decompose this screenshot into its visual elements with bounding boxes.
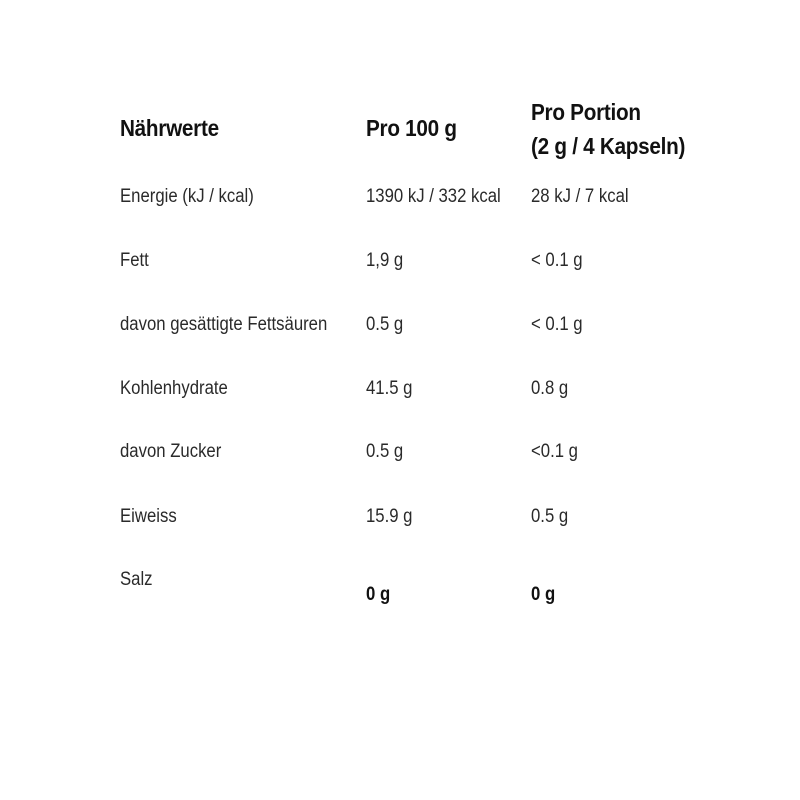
- row-energie-perportion: 28 kJ / 7 kcal: [531, 186, 629, 207]
- row-eiweiss-label: Eiweiss: [120, 506, 177, 527]
- header-pro-100g: Pro 100 g: [366, 115, 457, 141]
- row-zucker-label: davon Zucker: [120, 441, 222, 462]
- header-pro-portion: Pro Portion: [531, 99, 641, 125]
- nutrition-table: [120, 0, 760, 800]
- row-kohlenhydrate-label: Kohlenhydrate: [120, 378, 228, 399]
- row-eiweiss-perportion: 0.5 g: [531, 506, 569, 527]
- row-kohlenhydrate-perportion: 0.8 g: [531, 378, 569, 399]
- row-gesaettigte-fettsaeuren-label: davon gesättigte Fettsäuren: [120, 314, 328, 335]
- row-eiweiss-per100: 15.9 g: [366, 506, 413, 527]
- row-salz-per100: 0 g: [366, 584, 391, 605]
- row-zucker-perportion: <0.1 g: [531, 441, 578, 462]
- row-fett-perportion: < 0.1 g: [531, 250, 583, 271]
- row-fett-label: Fett: [120, 250, 149, 271]
- row-fett-per100: 1,9 g: [366, 250, 404, 271]
- row-kohlenhydrate-per100: 41.5 g: [366, 378, 413, 399]
- header-naehrwerte: Nährwerte: [120, 115, 219, 141]
- row-energie-label: Energie (kJ / kcal): [120, 186, 254, 207]
- header-pro-portion-detail: (2 g / 4 Kapseln): [531, 133, 686, 159]
- row-salz-perportion: 0 g: [531, 584, 556, 605]
- row-zucker-per100: 0.5 g: [366, 441, 404, 462]
- row-energie-per100: 1390 kJ / 332 kcal: [366, 186, 501, 207]
- row-gesaettigte-fettsaeuren-per100: 0.5 g: [366, 314, 404, 335]
- row-salz-label: Salz: [120, 569, 153, 590]
- row-gesaettigte-fettsaeuren-perportion: < 0.1 g: [531, 314, 583, 335]
